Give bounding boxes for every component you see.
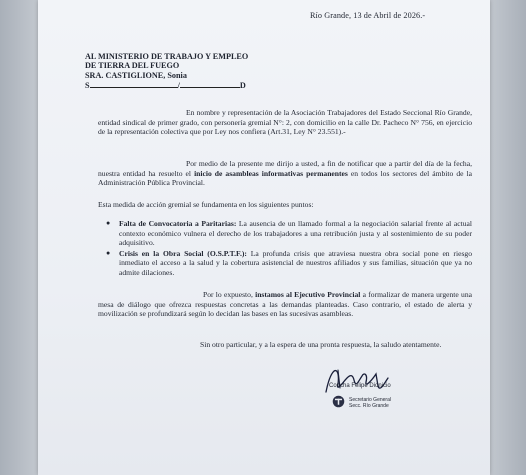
letter-sheet — [38, 0, 490, 475]
salutation-line — [85, 80, 246, 90]
demand-text-2: a formalizar de manera urgente una mesa de diálogo que ofrezca respuestas concretas a las demandas planteadas. Caso contrario, el estado de alerta y movilización se profundizará según lo decidan las bases en las sucesivas asambleas. — [98, 290, 472, 319]
notification-text-2: en todos los sectores del ámbito de la Administración Pública Provincial. — [98, 168, 472, 188]
demand-text-1: Por lo expuesto, — [203, 290, 256, 299]
paragraph-basis: Esta medida de acción gremial se fundamenta en los siguientes puntos: — [98, 200, 314, 209]
stamp-section: Secc. Río Grande — [349, 403, 389, 409]
list-item-title: Falta de Convocatoria a Paritarias: — [119, 219, 237, 228]
letter-date: Río Grande, 13 de Abril de 2026.- — [310, 11, 426, 20]
paragraph-demand — [98, 290, 472, 319]
salutation-blank-2 — [177, 80, 240, 90]
addressee-line-ministry: AL MINISTERIO DE TRABAJO Y EMPLEO — [85, 52, 249, 61]
handwritten-signature — [318, 362, 398, 400]
list-item-title: Crisis en la Obra Social (O.S.P.T.F.): — [119, 248, 247, 258]
stamp-role-block — [349, 397, 391, 409]
union-logo-icon — [332, 395, 345, 408]
paragraph-notification — [98, 159, 472, 188]
grounds-list — [106, 219, 472, 279]
list-item-text: La ausencia de un llamado formal a la negociación salarial frente al actual contexto económico vulnera el derecho de los trabajadores a una retribución justa y al sostenimiento de su poder adquisitivo. — [119, 219, 472, 248]
notification-bold: inicio de asambleas informativas permanentes — [194, 168, 348, 178]
salutation-blank-1 — [90, 80, 178, 88]
bullet-icon: ● — [106, 248, 111, 257]
list-item — [106, 219, 472, 248]
salutation-d: D — [239, 81, 246, 90]
paragraph-closing: Sin otro particular, y a la espera de una pronta respuesta, la saludo atentamente. — [200, 340, 442, 349]
stamp-name: Concha Felipe Dionicio — [329, 383, 391, 389]
paragraph-representation: En nombre y representación de la Asociación Trabajadores del Estado Seccional Río Grande, entidad sindical de primer grado, con personería gremial N°: 2, con domicilio en la calle Dr. Pacheco N° 756, en ejercicio de la representación colectiva que por Ley nos confiera (Art.31, Ley N° 23.551).- — [98, 108, 472, 137]
demand-bold: instamos al Ejecutivo Provincial — [255, 290, 361, 299]
stamp-role: Secretario General — [349, 397, 391, 403]
list-item-text: La profunda crisis que atraviesa nuestra obra social pone en riesgo inmediato el acceso a la salud y la cobertura asistencial de nuestros afiliados y sus familias, situación que ya no admite dilaciones. — [119, 248, 472, 277]
salutation-slash: / — [177, 81, 180, 90]
notification-text-1: Por medio de la presente me dirijo a usted, a fin de notificar que a partir del día de la fecha, nuestra entidad ha resuelto el — [98, 159, 472, 178]
addressee-line-name: SRA. CASTIGLIONE, Sonia — [85, 70, 187, 80]
list-item — [106, 249, 472, 278]
bullet-icon: ● — [106, 219, 111, 227]
addressee-block — [85, 52, 248, 80]
addressee-line-province: DE TIERRA DEL FUEGO — [85, 61, 180, 71]
salutation-s: S — [85, 81, 90, 90]
